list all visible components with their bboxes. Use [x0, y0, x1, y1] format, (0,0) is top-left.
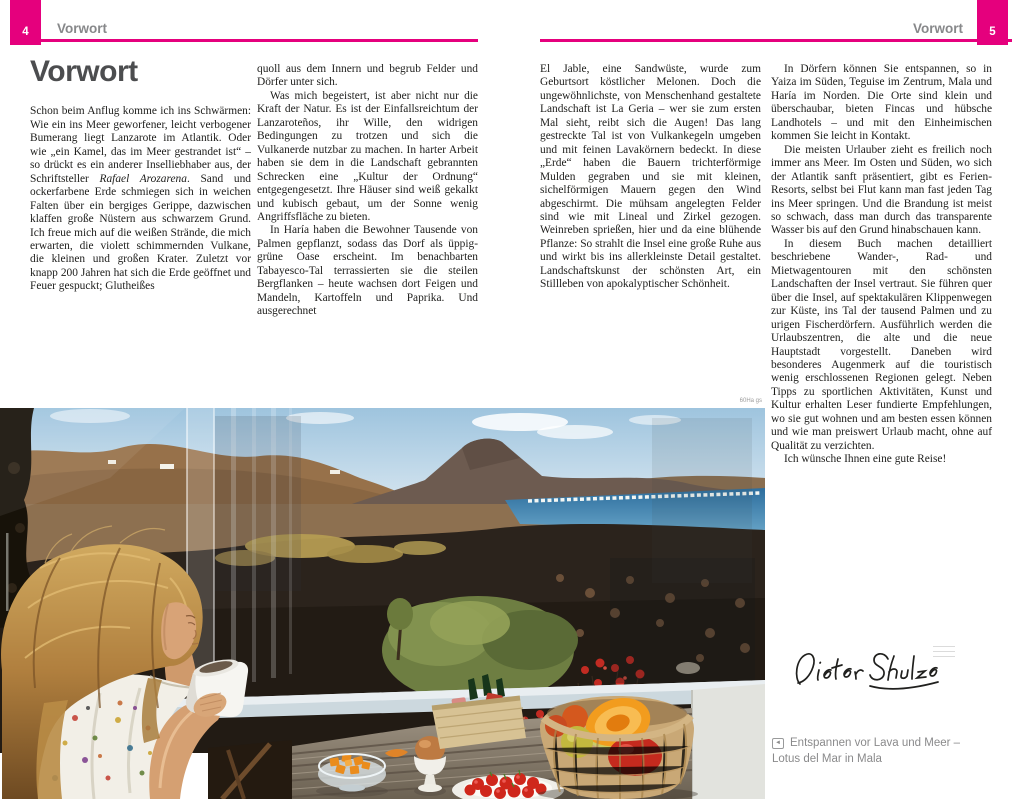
photo-illustration [0, 408, 765, 799]
caption-line-1: Entspannen vor Lava und Meer – [790, 737, 961, 749]
running-header-left: Vorwort [57, 21, 107, 36]
running-header-right: Vorwort [913, 21, 963, 36]
body-paragraph: In diesem Buch machen detailliert beschriebene Wander-, Rad- und Mietwagentouren mit den schönsten Landschaften der Insel vertraut. Sie führen quer über die Insel, auf spektakulären Klippenwegen zur Küste, ins Tal der tausend Palmen und zu urigen Fischerdörfern. Ausführlich werden die Urlaubszentren, die alte und die neue Hauptstadt vorgestellt. Daneben wird besonderes Augenmerk auf die touristisch wenig erschlossenen Regionen gelegt. Neben Tipps zu sportlichen Aktivitäten, Kunst und Kultur erhalten Leser fundierte Empfehlungen, wo sie gut wohnen und am besten essen können und wie man preiswert Urlaub macht, ohne auf Qualität zu verzichten. [771, 237, 992, 452]
photo-credit: 60Ha gs [739, 398, 762, 404]
signature-strokes [788, 644, 956, 700]
chapter-title: Vorwort [30, 55, 138, 88]
left-page-column-1 [30, 55, 251, 294]
page-number-left-text: 4 [22, 26, 29, 38]
left-page-column-2 [257, 63, 478, 319]
body-paragraph: Die meisten Urlauber zieht es freilich noch immer ans Meer. Im Osten und Süden, wo sich der Atlantik sanft präsentiert, gibt es Ferien-Resorts, selbst bei Flut kann man fast jeden Tag ins Meer springen. Und die Brandung ist meist so schwach, dass man durch das transparente Wasser bis auf den Grund hinabschauen kann. [771, 143, 992, 237]
header-rule-right [540, 39, 1012, 42]
right-page-column-2 [771, 63, 992, 467]
body-paragraph: Schon beim Anflug komme ich ins Schwärmen: Wie ein ins Meer geworfener, leicht verbogener Bumerang liegt Lanzarote im Atlantik. Oder wie „ein Kamel, das im Meer gestrandet ist“ – so drückt es ein anderer Inselliebhaber aus, der Schriftsteller Rafael Arozarena. Sand und ockerfarbene Erde schmiegen sich in weichen Falten über ein bergiges Gerippe, dazwischen klaffen große Nüstern aus schwarzem Grund. Ich freue mich auf die weißen Strände, die mich erwarten, die violett schimmernden Vulkane, die kleinen und großen Krater. Zuletzt vor knapp 200 Jahren hat sich die Erde geöffnet und Feuer gespuckt; Glutheißes [30, 105, 251, 293]
body-paragraph: quoll aus dem Innern und begrub Felder und Dörfer unter sich. [257, 63, 478, 89]
header-rule-left [10, 39, 478, 42]
body-paragraph: In Haría haben die Bewohner Tausende von Palmen gepflanzt, sodass das Dorf als üppig-grüne Oase erscheint. Im benachbarten Tabayesco-Tal terrassierten sie die steilen Bergflanken – heute wachsen dort Feigen und Mandeln, Kartoffeln und Paprika. Und ausgerechnet [257, 224, 478, 318]
left-arrow-icon: ◄ [772, 738, 784, 749]
body-paragraph: Ich wünsche Ihnen eine gute Reise! [784, 453, 947, 466]
page-number-right-text: 5 [989, 26, 996, 38]
faint-print-artifact [933, 646, 955, 661]
body-paragraph: In Dörfern können Sie entspannen, so in Yaiza im Süden, Teguise im Zentrum, Mala und Haría im Norden. Die Orte sind klein und überschaubar, bieten Fincas und hübsche Landhotels – und mit den Einheimischen kommen Sie leicht in Kontakt. [771, 63, 992, 143]
signature-image [788, 644, 956, 700]
body-paragraph: El Jable, eine Sandwüste, wurde zum Geburtsort köstlicher Melonen. Doch die ungewöhnlichste, von Menschenhand gestaltete Landschaft ist La Geria – wer sie zum ersten Mal sieht, reibt sich die Augen! Das lang gestreckte Tal ist von Vulkankegeln umgeben und mit feinen Lavakörnern bedeckt. In diese „Erde“ haben die Bauern trichterförmige Mulden gegraben und sie mit kleinen, sichelförmigen Mauern gegen den Wind abgeschirmt. Die mühsam angelegten Felder sind wie mit Lineal und Zirkel gezogen. Weinreben sprießen, hier und da eine blühende Pflanze: So strahlt die Insel eine große Ruhe aus und wirkt bis ins allerkleinste Detail gestaltet. Landschaftskunst der schönsten Art, ein Stillleben von apokalyptischer Schönheit. [540, 63, 761, 291]
right-page-column-1 [540, 63, 761, 292]
caption-line-2: Lotus del Mar in Mala [772, 753, 882, 765]
breakfast-terrace-photo [0, 408, 765, 799]
body-paragraph: Was mich begeistert, ist aber nicht nur die Kraft der Natur. Es ist der Einfallsreichtum der Lanzaroteños, ihr Wille, den widrigen Bedingungen zu trotzen und sich die Vulkanerde nutzbar zu machen. In harter Arbeit haben sie dem in die Landschaft gebrannten Schrecken eine „Kultur der Ordnung“ entgegengesetzt. Ihre Häuser sind weiß gekalkt und kubisch gebaut, um der Sonne wenig Angriffsfläche zu bieten. [257, 89, 478, 223]
photo-caption [772, 735, 1007, 767]
